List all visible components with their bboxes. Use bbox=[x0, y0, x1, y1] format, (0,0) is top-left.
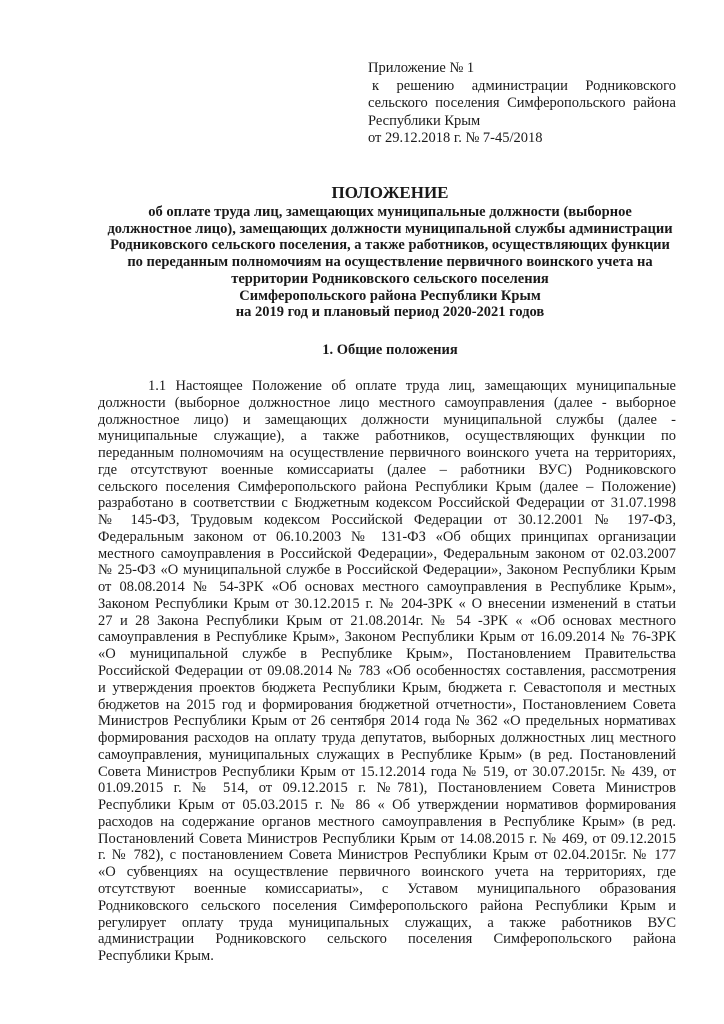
paragraph-line: разработано в соответствии с Бюджетным кодексом Российской Федерации от 31.07.1998 bbox=[98, 495, 676, 512]
subtitle-line: Родниковского сельского поселения, а также работников, осуществляющих функции bbox=[110, 237, 670, 254]
appendix-number: Приложение № 1 bbox=[368, 60, 475, 76]
paragraph-line: «О субвенциях на осуществление первичного воинского учета на территориях, где bbox=[98, 864, 676, 881]
subtitle-line: об оплате труда лиц, замещающих муниципальные должности (выборное bbox=[148, 204, 632, 220]
paragraph-line: Законом Республики Крым от 30.12.2015 г. № 204-ЗРК « О внесении изменений в статьи bbox=[98, 595, 676, 612]
subtitle-line: должностное лицо), замещающих должности муниципальной службы администрации bbox=[107, 220, 673, 237]
paragraph-line: местного самоуправления в Российской Федерации», Федеральным законом от 02.03.2007 bbox=[98, 545, 676, 562]
paragraph-line: Министров Республики Крым от 26 сентября 2014 года № 362 «О предельных нормативах bbox=[98, 713, 676, 730]
paragraph-line: Постановлений Совета Министров Республики Крым от 14.08.2015 г. № 469, от 09.12.2015 bbox=[98, 830, 676, 847]
paragraph-line: и утверждения проектов бюджета Республики Крым, бюджета г. Севастополя и местных bbox=[98, 679, 676, 696]
paragraph-line: муниципальные служащие), а также работников, осуществляющих функции по bbox=[98, 428, 676, 445]
paragraph-line: должности (выборное должностное лицо местного самоуправления (далее - выборное bbox=[98, 394, 676, 411]
paragraph-line: отсутствуют военные комиссариаты», с Уставом муниципального образования bbox=[98, 880, 676, 897]
document-subtitle bbox=[90, 204, 690, 321]
paragraph-line: Родниковского сельского поселения Симферопольского района Республики Крым и bbox=[98, 897, 676, 914]
appendix-header bbox=[368, 60, 676, 148]
document-title: ПОЛОЖЕНИЕ bbox=[331, 183, 449, 202]
paragraph-line: администрации Родниковского сельского поселения Симферопольского района bbox=[98, 931, 676, 948]
paragraph-line: № 145-ФЗ, Трудовым кодексом Российской Федерации от 30.12.2001 № 197-ФЗ, bbox=[98, 512, 676, 529]
paragraph-line: 27 и 28 Закона Республики Крым от 21.08.2014г. № 54 -ЗРК « «Об основах местного bbox=[98, 612, 676, 629]
paragraph-line: от 08.08.2014 № 54-ЗРК «Об основах местного самоуправления в Республике Крым», bbox=[98, 579, 676, 596]
paragraph-1-1 bbox=[98, 378, 676, 965]
subtitle-line: по переданным полномочиям на осуществление первичного воинского учета на bbox=[127, 254, 653, 271]
paragraph-line: Федеральным законом от 06.10.2003 № 131-ФЗ «Об общих принципах организации bbox=[98, 528, 676, 545]
paragraph-line: сельского поселения Симферопольского района Республики Крым (далее – Положение) bbox=[98, 478, 676, 495]
section-heading: 1. Общие положения bbox=[322, 342, 458, 358]
paragraph-line: «О муниципальной службе в Республике Крым», Постановлением Правительства bbox=[98, 646, 676, 663]
appendix-line: сельского поселения Симферопольского района bbox=[368, 95, 676, 111]
paragraph-line: самоуправления, муниципальных служащих в Республике Крым» (в ред. Постановлений bbox=[98, 746, 676, 763]
subtitle-line: на 2019 год и плановый период 2020-2021 годов bbox=[235, 304, 545, 321]
paragraph-line: расходов на содержание органов местного самоуправления в Республике Крым» (в ред. bbox=[98, 813, 676, 830]
appendix-date: от 29.12.2018 г. № 7-45/2018 bbox=[368, 130, 543, 146]
appendix-line: к решению администрации Родниковского bbox=[372, 77, 676, 94]
paragraph-line: № 25-ФЗ «О муниципальной службе в Российской Федерации», Законом Республики Крым bbox=[98, 562, 676, 579]
paragraph-line: бюджетов на 2015 год и формирования бюджетной отчетности», Постановлением Совета bbox=[98, 696, 676, 713]
paragraph-line: формирования расходов на оплату труда депутатов, выборных должностных лиц местного bbox=[98, 730, 676, 747]
paragraph-line: Совета Министров Республики Крым от 15.12.2014 года № 519, от 30.07.2015г. № 439, от bbox=[98, 763, 676, 780]
paragraph-line: где отсутствуют военные комиссариаты (далее – работники ВУС) Родниковского bbox=[98, 461, 676, 478]
subtitle-line: Симферопольского района Республики Крым bbox=[239, 287, 541, 304]
paragraph-line: Российской Федерации от 09.08.2014 № 783 «Об особенностях составления, рассмотрения bbox=[98, 663, 676, 680]
paragraph-line: 01.09.2015 г. № 514, от 09.12.2015 г. №781), Постановлением Совета Министров bbox=[98, 780, 676, 797]
paragraph-line: самоуправления в Республике Крым», Законом Республики Крым от 16.09.2014 № 76-ЗРК bbox=[98, 629, 676, 646]
paragraph-line: 1.1 Настоящее Положение об оплате труда лиц, замещающих муниципальные bbox=[148, 378, 676, 394]
appendix-line: Республики Крым bbox=[368, 112, 481, 129]
paragraph-line: регулирует оплату труда муниципальных служащих, а также работников ВУС bbox=[98, 914, 676, 931]
paragraph-line: Республики Крым. bbox=[98, 948, 214, 965]
paragraph-line: должностное лицо) и замещающих должности муниципальной службы (далее - bbox=[98, 411, 676, 428]
subtitle-line: территории Родниковского сельского поселения bbox=[231, 270, 549, 287]
paragraph-line: г. № 782), с постановлением Совета Министров Республики Крым от 02.04.2015г. № 177 bbox=[98, 847, 676, 864]
paragraph-line: переданным полномочиям на осуществление первичного воинского учета на территориях, bbox=[98, 445, 676, 462]
paragraph-line: Республики Крым от 05.03.2015 г. № 86 « Об утверждении нормативов формирования bbox=[98, 797, 676, 814]
